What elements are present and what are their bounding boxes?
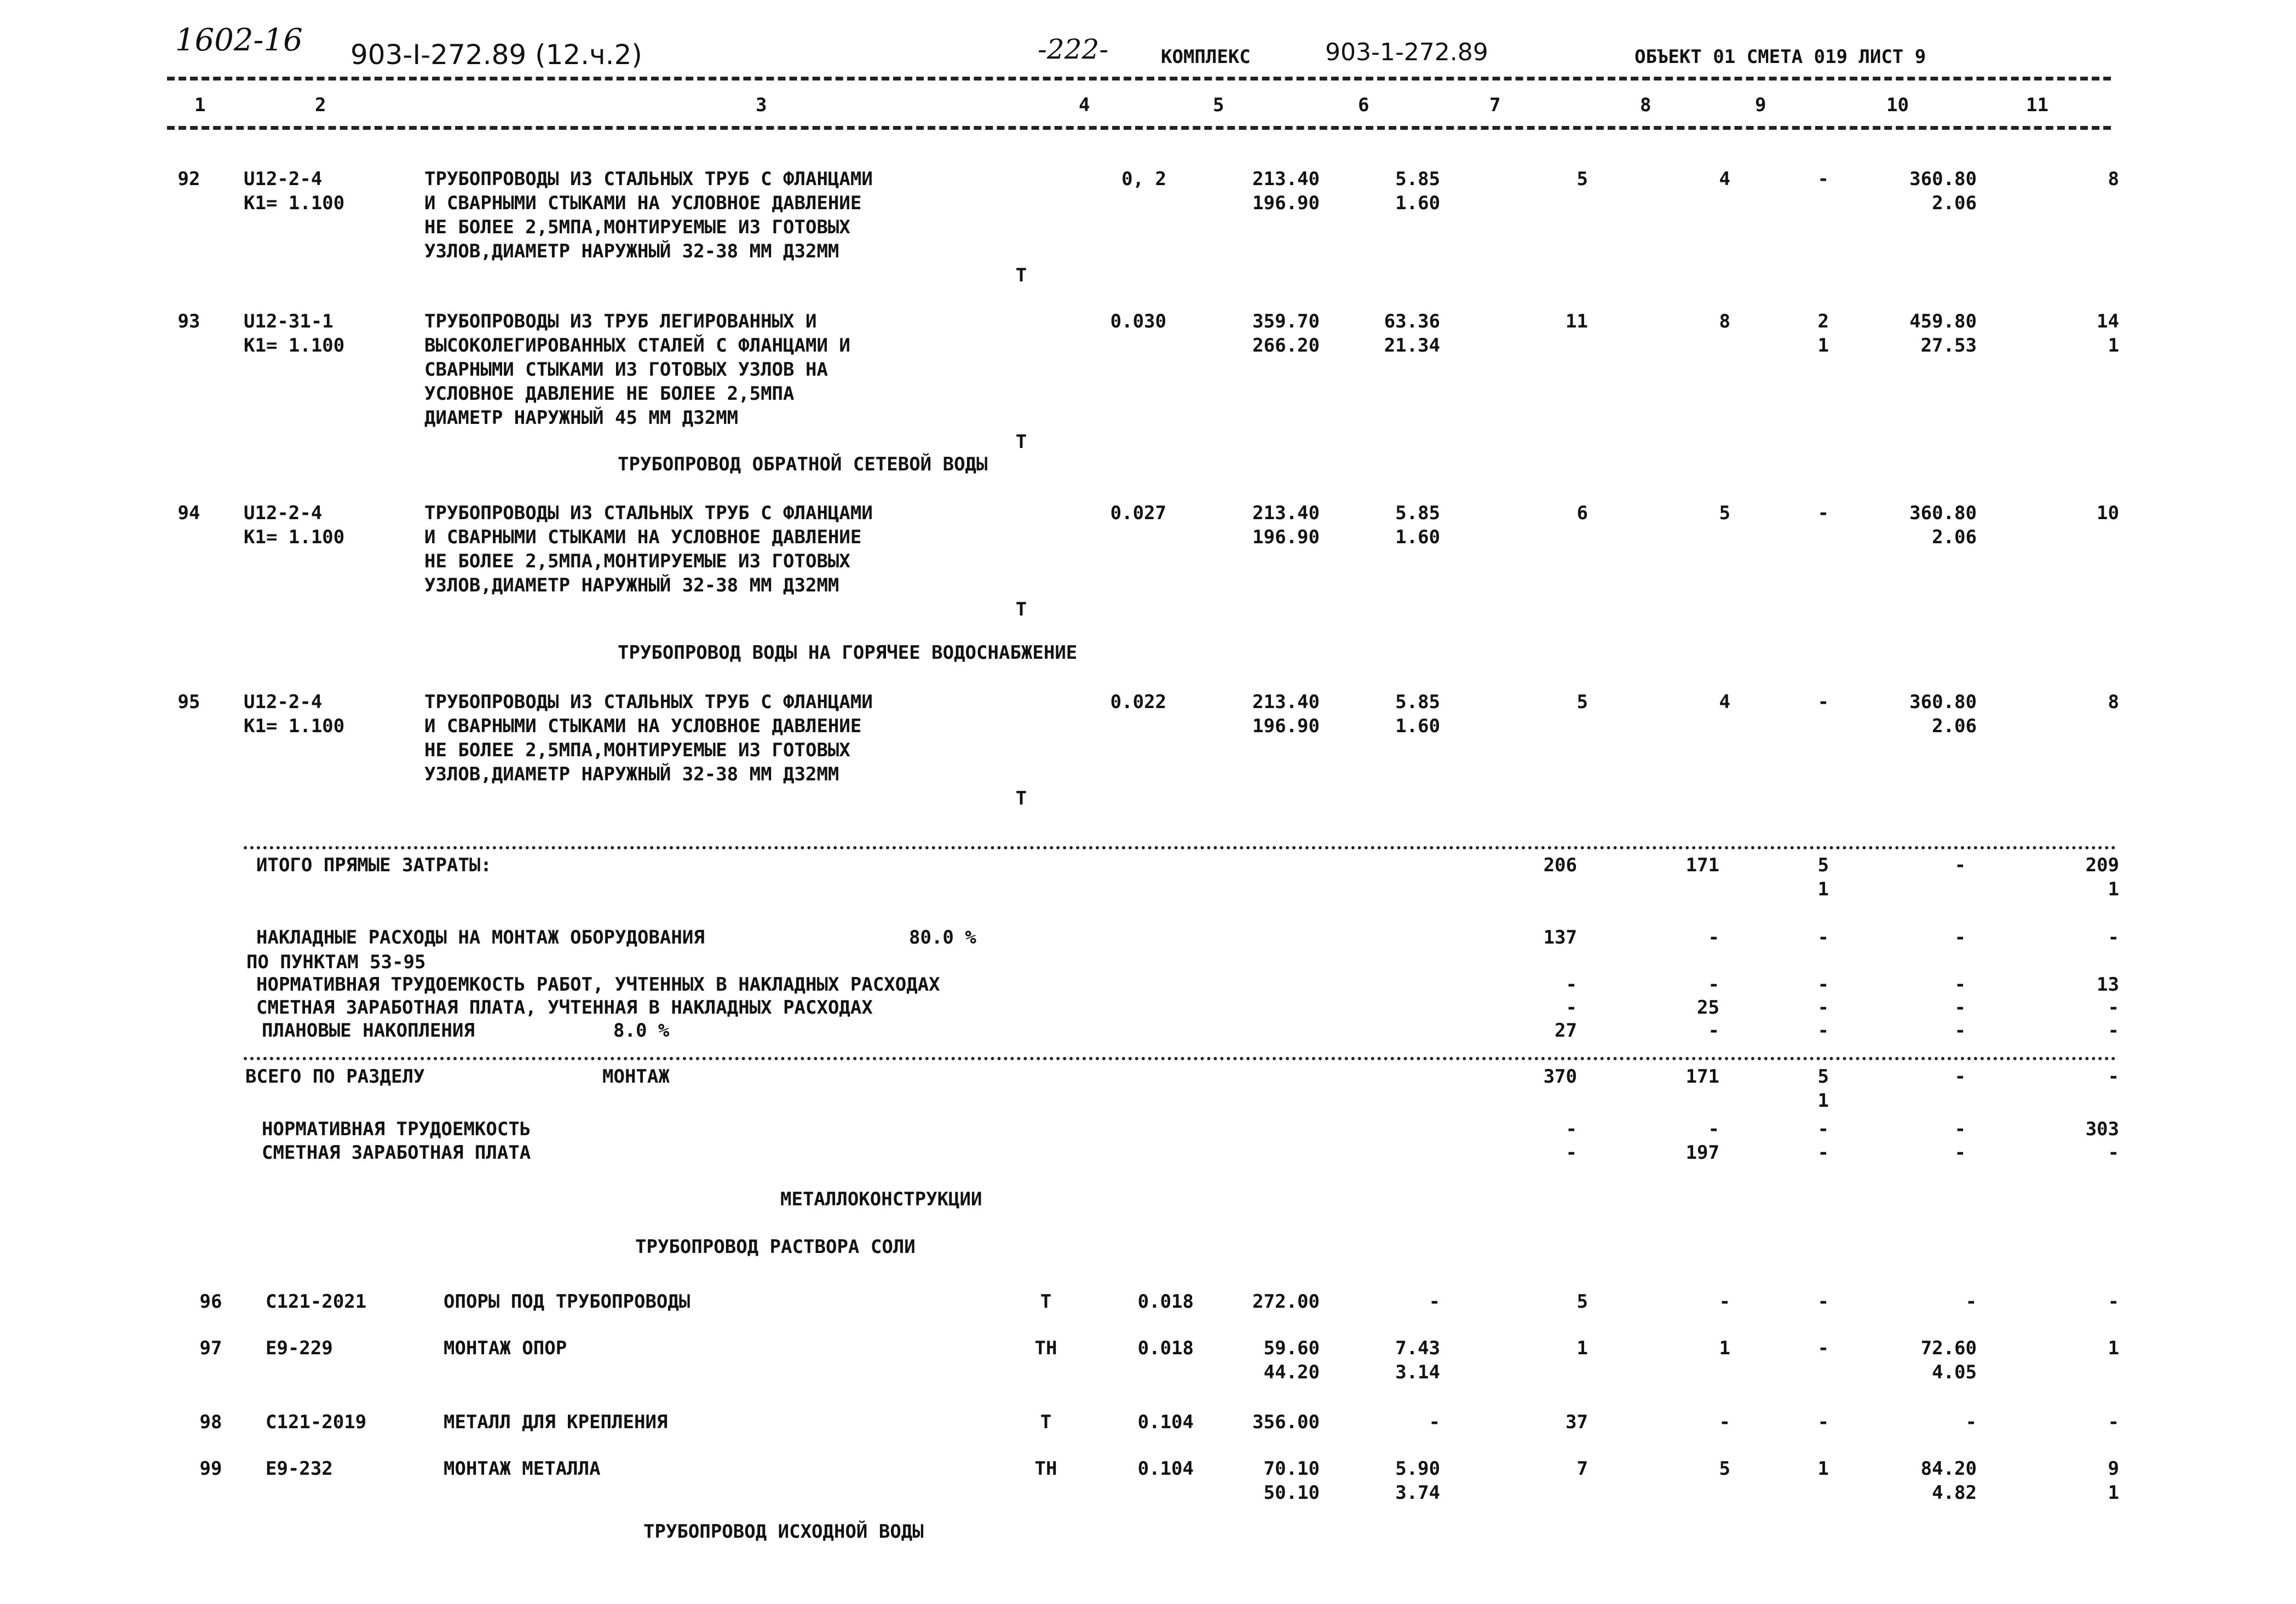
itogo-col-7: 206 (1543, 854, 1577, 876)
plan-col-9: - (1817, 1020, 1829, 1042)
wage-cost: 63.36 (1384, 311, 1440, 332)
norm_labor-col-11: 13 (2097, 974, 2119, 996)
wage-cost: 5.85 (1395, 691, 1440, 713)
rate-code: E9-232 (266, 1458, 333, 1480)
wage2-col-10: - (1954, 1142, 1966, 1164)
itogo-col-10: - (1954, 854, 1966, 876)
col-11-value: 8 (2108, 691, 2119, 713)
section-title-salt-solution: ТРУБОПРОВОД РАСТВОРА СОЛИ (635, 1236, 916, 1258)
col-11-value: 14 (2097, 311, 2119, 332)
overhead-col-7: 137 (1543, 927, 1577, 948)
unit-cost: 44.20 (1263, 1361, 1320, 1383)
quantity: 0.018 (1137, 1291, 1194, 1313)
wage-cost: 5.85 (1395, 502, 1440, 524)
column-number-8: 8 (1640, 94, 1651, 116)
overhead-col-8: - (1708, 927, 1719, 948)
col-11-value: 10 (2097, 502, 2119, 524)
norm2-label: НОРМАТИВНАЯ ТРУДОЕМКОСТЬ (262, 1118, 531, 1140)
description-line: МЕТАЛЛ ДЛЯ КРЕПЛЕНИЯ (444, 1411, 668, 1433)
wage-cost: 1.60 (1395, 526, 1440, 548)
row-number: 98 (199, 1411, 222, 1433)
wage-col-9: - (1817, 997, 1829, 1019)
col-11-value: 8 (2108, 168, 2119, 190)
section-title-metal: МЕТАЛЛОКОНСТРУКЦИИ (780, 1188, 982, 1210)
section-title-hot-water: ТРУБОПРОВОД ВОДЫ НА ГОРЯЧЕЕ ВОДОСНАБЖЕНИЕ (618, 642, 1078, 664)
col-9-value: - (1817, 1411, 1829, 1433)
col-10-value: - (1965, 1411, 1977, 1433)
plan-col-8: - (1708, 1020, 1719, 1042)
col-11-value: 1 (2108, 1482, 2119, 1504)
col-10-value: 360.80 (1909, 168, 1977, 190)
description-line: ДИАМЕТР НАРУЖНЫЙ 45 ММ Д32ММ (424, 407, 739, 429)
description-line: И СВАРНЫМИ СТЫКАМИ НА УСЛОВНОЕ ДАВЛЕНИЕ (424, 715, 862, 737)
totals-divider-bottom (244, 1057, 2116, 1060)
coefficient: K1= 1.100 (244, 715, 345, 737)
quantity: 0.018 (1137, 1337, 1194, 1359)
overhead-col-10: - (1954, 927, 1966, 948)
handwritten-number: 1602-16 (175, 22, 303, 58)
vsego-col-10: - (1954, 1066, 1966, 1088)
wage-cost: 5.85 (1395, 168, 1440, 190)
vsego-col-7: 370 (1543, 1066, 1577, 1088)
totals-divider-top (244, 846, 2116, 849)
total-cost: 7 (1576, 1458, 1588, 1480)
col-9-value: 1 (1817, 1458, 1829, 1480)
vsego-col-9: 1 (1817, 1090, 1829, 1112)
col-10-value: 459.80 (1909, 311, 1977, 332)
col-9-value: - (1817, 1291, 1829, 1313)
col-10-value: 72.60 (1920, 1337, 1977, 1359)
quantity: 0.104 (1137, 1411, 1194, 1433)
col-9-value: 1 (1817, 335, 1829, 357)
plan-label: ПЛАНОВЫЕ НАКОПЛЕНИЯ (262, 1020, 475, 1042)
col-11-value: 1 (2108, 335, 2119, 357)
wage-cost: 1.60 (1395, 192, 1440, 214)
norm-labor-label: НОРМАТИВНАЯ ТРУДОЕМКОСТЬ РАБОТ, УЧТЕННЫХ В НАКЛАДНЫХ РАСХОДАХ (256, 974, 940, 996)
col-10-value: 4.05 (1932, 1361, 1977, 1383)
col-8-value: 5 (1719, 502, 1730, 524)
column-number-5: 5 (1213, 94, 1224, 116)
header-rule-bottom (167, 126, 2111, 130)
unit-cost: 272.00 (1252, 1291, 1320, 1313)
object-info: ОБЪЕКТ 01 СМЕТА 019 ЛИСТ 9 (1635, 46, 1926, 68)
description-line: УСЛОВНОЕ ДАВЛЕНИЕ НЕ БОЛЕЕ 2,5МПА (424, 383, 795, 405)
wage-cost: 3.74 (1395, 1482, 1440, 1504)
col-10-value: 360.80 (1909, 691, 1977, 713)
unit: Т (1015, 599, 1027, 620)
col-8-value: 1 (1719, 1337, 1730, 1359)
unit: Т (1040, 1291, 1052, 1313)
itogo-label: ИТОГО ПРЯМЫЕ ЗАТРАТЫ: (256, 854, 492, 876)
wage2-label: СМЕТНАЯ ЗАРАБОТНАЯ ПЛАТА (262, 1142, 531, 1164)
col-8-value: 5 (1719, 1458, 1730, 1480)
unit: Т (1015, 265, 1027, 286)
row-number: 97 (199, 1337, 222, 1359)
rate-code: U12-2-4 (244, 691, 323, 713)
col-9-value: - (1817, 502, 1829, 524)
description-line: УЗЛОВ,ДИАМЕТР НАРУЖНЫЙ 32-38 ММ Д32ММ (424, 574, 839, 596)
rate-code: U12-2-4 (244, 502, 323, 524)
wage-cost: - (1429, 1411, 1440, 1433)
by-items-label: ПО ПУНКТАМ 53-95 (246, 951, 426, 973)
overhead-percent: 80.0 % (909, 927, 976, 948)
description-line: И СВАРНЫМИ СТЫКАМИ НА УСЛОВНОЕ ДАВЛЕНИЕ (424, 192, 862, 214)
column-number-7: 7 (1489, 94, 1501, 116)
unit-cost: 59.60 (1263, 1337, 1320, 1359)
col-9-value: - (1817, 691, 1829, 713)
overhead-col-11: - (2108, 927, 2119, 948)
col-9-value: - (1817, 1337, 1829, 1359)
col-10-value: 2.06 (1932, 192, 1977, 214)
wage2-col-9: - (1817, 1142, 1829, 1164)
plan-col-10: - (1954, 1020, 1966, 1042)
overhead-col-9: - (1817, 927, 1829, 948)
plan-col-7: 27 (1555, 1020, 1577, 1042)
wage-cost: 1.60 (1395, 715, 1440, 737)
column-number-9: 9 (1755, 94, 1766, 116)
wage-cost: 21.34 (1384, 335, 1440, 357)
quantity: 0.027 (1110, 502, 1166, 524)
norm2-col-10: - (1954, 1118, 1966, 1140)
description-line: МОНТАЖ МЕТАЛЛА (444, 1458, 601, 1480)
norm_labor-col-7: - (1566, 974, 1577, 996)
total-cost: 5 (1576, 168, 1588, 190)
document-code: 903-I-272.89 (12.ч.2) (350, 39, 642, 71)
vsego-section: МОНТАЖ (602, 1066, 670, 1088)
total-cost: 1 (1576, 1337, 1588, 1359)
section-title-return-water: ТРУБОПРОВОД ОБРАТНОЙ СЕТЕВОЙ ВОДЫ (618, 453, 988, 475)
header-rule-top (167, 77, 2111, 81)
wage-col-7: - (1566, 997, 1577, 1019)
unit-cost: 70.10 (1263, 1458, 1320, 1480)
col-9-value: - (1817, 168, 1829, 190)
col-10-value: - (1965, 1291, 1977, 1313)
description-line: СВАРНЫМИ СТЫКАМИ ИЗ ГОТОВЫХ УЗЛОВ НА (424, 359, 828, 381)
quantity: 0.022 (1110, 691, 1166, 713)
overhead-label: НАКЛАДНЫЕ РАСХОДЫ НА МОНТАЖ ОБОРУДОВАНИЯ (256, 927, 705, 948)
quantity: 0, 2 (1121, 168, 1166, 190)
rate-code: C121-2021 (266, 1291, 367, 1313)
wage2-col-7: - (1566, 1142, 1577, 1164)
description-line: НЕ БОЛЕЕ 2,5МПА,МОНТИРУЕМЫЕ ИЗ ГОТОВЫХ (424, 550, 850, 572)
col-8-value: 4 (1719, 691, 1730, 713)
quantity: 0.104 (1137, 1458, 1194, 1480)
wage-label: СМЕТНАЯ ЗАРАБОТНАЯ ПЛАТА, УЧТЕННАЯ В НАКЛАДНЫХ РАСХОДАХ (256, 997, 873, 1019)
column-number-10: 10 (1886, 94, 1909, 116)
column-number-11: 11 (2026, 94, 2048, 116)
description-line: ТРУБОПРОВОДЫ ИЗ ТРУБ ЛЕГИРОВАННЫХ И (424, 311, 817, 332)
rate-code: C121-2019 (266, 1411, 367, 1433)
rate-code: U12-31-1 (244, 311, 333, 332)
column-number-2: 2 (315, 94, 326, 116)
vsego-col-9: 5 (1817, 1066, 1829, 1088)
wage-cost: 5.90 (1395, 1458, 1440, 1480)
col-10-value: 84.20 (1920, 1458, 1977, 1480)
row-number: 93 (177, 311, 200, 332)
col-10-value: 27.53 (1920, 335, 1977, 357)
unit: Т (1015, 431, 1027, 453)
norm2-col-11: 303 (2085, 1118, 2119, 1140)
column-number-1: 1 (194, 94, 206, 116)
itogo-col-8: 171 (1685, 854, 1719, 876)
row-number: 94 (177, 502, 200, 524)
col-8-value: - (1719, 1291, 1730, 1313)
total-cost: 5 (1576, 1291, 1588, 1313)
itogo-col-11: 209 (2085, 854, 2119, 876)
unit: Т (1040, 1411, 1052, 1433)
wage-cost: - (1429, 1291, 1440, 1313)
wage2-col-11: - (2108, 1142, 2119, 1164)
row-number: 96 (199, 1291, 222, 1313)
itogo-col-11: 1 (2108, 878, 2119, 900)
description-line: НЕ БОЛЕЕ 2,5МПА,МОНТИРУЕМЫЕ ИЗ ГОТОВЫХ (424, 739, 850, 761)
col-10-value: 2.06 (1932, 526, 1977, 548)
unit-cost: 266.20 (1252, 335, 1320, 357)
row-number: 95 (177, 691, 200, 713)
norm_labor-col-9: - (1817, 974, 1829, 996)
description-line: УЗЛОВ,ДИАМЕТР НАРУЖНЫЙ 32-38 ММ Д32ММ (424, 763, 839, 785)
wage-col-8: 25 (1697, 997, 1719, 1019)
unit-cost: 196.90 (1252, 715, 1320, 737)
coefficient: K1= 1.100 (244, 526, 345, 548)
col-11-value: - (2108, 1411, 2119, 1433)
itogo-col-9: 1 (1817, 878, 1829, 900)
coefficient: K1= 1.100 (244, 335, 345, 357)
total-cost: 37 (1566, 1411, 1588, 1433)
total-cost: 5 (1576, 691, 1588, 713)
unit-cost: 356.00 (1252, 1411, 1320, 1433)
complex-code: 903-1-272.89 (1325, 38, 1488, 66)
description-line: И СВАРНЫМИ СТЫКАМИ НА УСЛОВНОЕ ДАВЛЕНИЕ (424, 526, 862, 548)
plan-col-11: - (2108, 1020, 2119, 1042)
unit-cost: 196.90 (1252, 526, 1320, 548)
norm2-col-7: - (1566, 1118, 1577, 1140)
wage-cost: 7.43 (1395, 1337, 1440, 1359)
section-title-source-water: ТРУБОПРОВОД ИСХОДНОЙ ВОДЫ (643, 1521, 924, 1543)
unit-cost: 213.40 (1252, 691, 1320, 713)
description-line: ТРУБОПРОВОДЫ ИЗ СТАЛЬНЫХ ТРУБ С ФЛАНЦАМИ (424, 168, 873, 190)
col-8-value: 8 (1719, 311, 1730, 332)
total-cost: 6 (1576, 502, 1588, 524)
description-line: ОПОРЫ ПОД ТРУБОПРОВОДЫ (444, 1291, 690, 1313)
norm2-col-9: - (1817, 1118, 1829, 1140)
vsego-col-8: 171 (1685, 1066, 1719, 1088)
norm2-col-8: - (1708, 1118, 1719, 1140)
rate-code: E9-229 (266, 1337, 333, 1359)
col-11-value: 9 (2108, 1458, 2119, 1480)
page-mark: -222- (1038, 33, 1109, 65)
unit-cost: 213.40 (1252, 168, 1320, 190)
wage-col-11: - (2108, 997, 2119, 1019)
rate-code: U12-2-4 (244, 168, 323, 190)
unit: ТН (1034, 1337, 1057, 1359)
unit-cost: 213.40 (1252, 502, 1320, 524)
complex-label: КОМПЛЕКС (1161, 46, 1251, 68)
description-line: ТРУБОПРОВОДЫ ИЗ СТАЛЬНЫХ ТРУБ С ФЛАНЦАМИ (424, 691, 873, 713)
plan-percent: 8.0 % (613, 1020, 670, 1042)
col-11-value: 1 (2108, 1337, 2119, 1359)
col-8-value: 4 (1719, 168, 1730, 190)
column-number-3: 3 (756, 94, 767, 116)
column-number-4: 4 (1079, 94, 1090, 116)
unit-cost: 359.70 (1252, 311, 1320, 332)
unit-cost: 196.90 (1252, 192, 1320, 214)
wage-col-10: - (1954, 997, 1966, 1019)
description-line: ТРУБОПРОВОДЫ ИЗ СТАЛЬНЫХ ТРУБ С ФЛАНЦАМИ (424, 502, 873, 524)
wage2-col-8: 197 (1685, 1142, 1719, 1164)
description-line: НЕ БОЛЕЕ 2,5МПА,МОНТИРУЕМЫЕ ИЗ ГОТОВЫХ (424, 216, 850, 238)
itogo-col-9: 5 (1817, 854, 1829, 876)
col-11-value: - (2108, 1291, 2119, 1313)
description-line: ВЫСОКОЛЕГИРОВАННЫХ СТАЛЕЙ С ФЛАНЦАМИ И (424, 335, 850, 357)
col-10-value: 4.82 (1932, 1482, 1977, 1504)
description-line: УЗЛОВ,ДИАМЕТР НАРУЖНЫЙ 32-38 ММ Д32ММ (424, 240, 839, 262)
col-10-value: 2.06 (1932, 715, 1977, 737)
col-9-value: 2 (1817, 311, 1829, 332)
unit: ТН (1034, 1458, 1057, 1480)
vsego-col-11: - (2108, 1066, 2119, 1088)
row-number: 92 (177, 168, 200, 190)
unit-cost: 50.10 (1263, 1482, 1320, 1504)
total-cost: 11 (1566, 311, 1588, 332)
vsego-label: ВСЕГО ПО РАЗДЕЛУ (245, 1066, 425, 1088)
column-number-6: 6 (1358, 94, 1369, 116)
norm_labor-col-8: - (1708, 974, 1719, 996)
col-8-value: - (1719, 1411, 1730, 1433)
row-number: 99 (199, 1458, 222, 1480)
quantity: 0.030 (1110, 311, 1166, 332)
col-10-value: 360.80 (1909, 502, 1977, 524)
wage-cost: 3.14 (1395, 1361, 1440, 1383)
norm_labor-col-10: - (1954, 974, 1966, 996)
description-line: МОНТАЖ ОПОР (444, 1337, 567, 1359)
coefficient: K1= 1.100 (244, 192, 345, 214)
unit: Т (1015, 787, 1027, 809)
